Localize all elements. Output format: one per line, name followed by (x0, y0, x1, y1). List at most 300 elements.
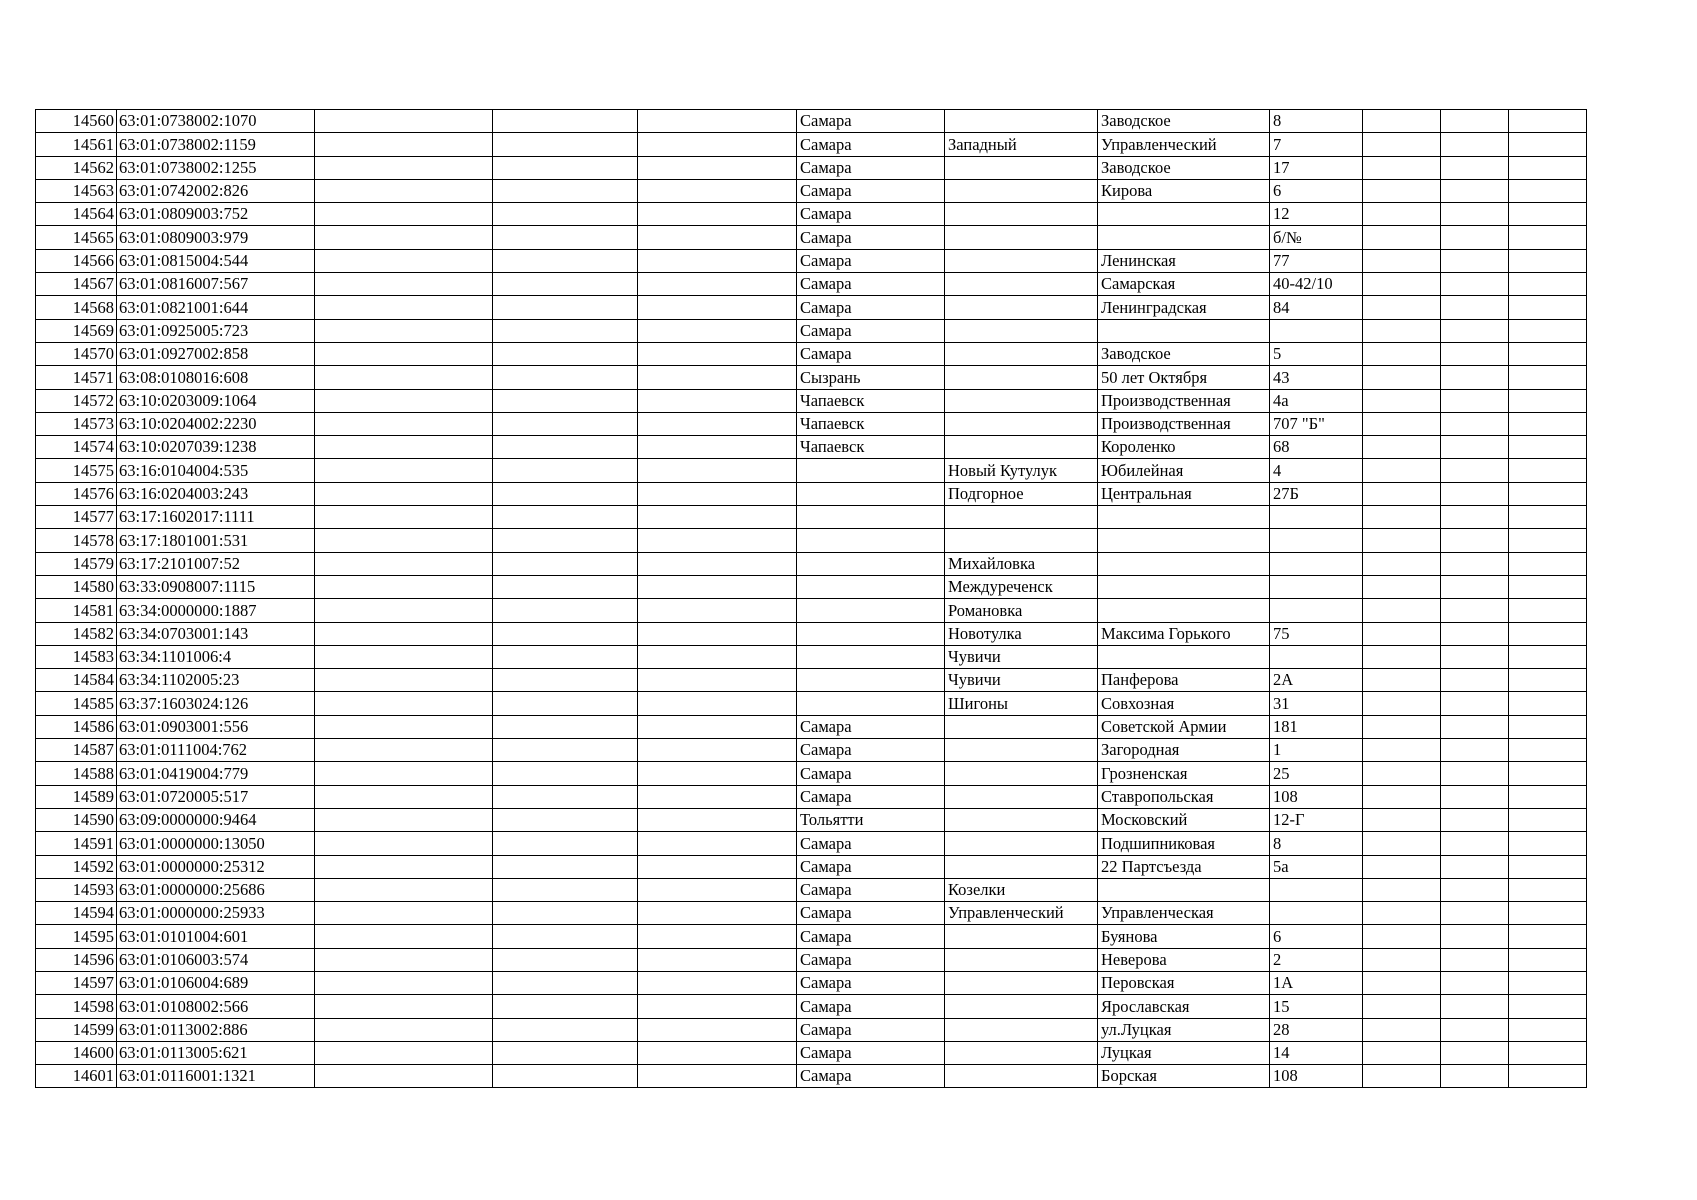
empty-cell (638, 226, 797, 249)
empty-cell (1441, 599, 1509, 622)
cadastral-number-cell: 63:01:0809003:979 (117, 226, 315, 249)
empty-cell (493, 552, 638, 575)
empty-cell (493, 855, 638, 878)
house-number-cell (1270, 599, 1363, 622)
empty-cell (315, 739, 493, 762)
empty-cell (1509, 832, 1587, 855)
empty-cell (1509, 412, 1587, 435)
empty-cell (1363, 203, 1441, 226)
empty-cell (493, 645, 638, 668)
street-cell (1098, 599, 1270, 622)
row-number-cell: 14570 (36, 342, 117, 365)
empty-cell (1363, 785, 1441, 808)
empty-cell (1441, 110, 1509, 133)
cadastral-number-cell: 63:01:0111004:762 (117, 739, 315, 762)
table-row (36, 529, 1587, 552)
empty-cell (315, 902, 493, 925)
empty-cell (1509, 436, 1587, 459)
row-number-cell: 14569 (36, 319, 117, 342)
empty-cell (1363, 1041, 1441, 1064)
table-row (36, 878, 1587, 901)
street-cell: Перовская (1098, 971, 1270, 994)
row-number-cell: 14597 (36, 971, 117, 994)
empty-cell (493, 739, 638, 762)
house-number-cell: 2А (1270, 669, 1363, 692)
empty-cell (1363, 412, 1441, 435)
empty-cell (1363, 133, 1441, 156)
empty-cell (1363, 342, 1441, 365)
empty-cell (315, 995, 493, 1018)
empty-cell (315, 692, 493, 715)
empty-cell (1509, 995, 1587, 1018)
empty-cell (638, 506, 797, 529)
empty-cell (1363, 715, 1441, 738)
empty-cell (315, 133, 493, 156)
empty-cell (1509, 1065, 1587, 1088)
city-cell: Самара (797, 156, 945, 179)
empty-cell (1441, 1065, 1509, 1088)
table-row (36, 203, 1587, 226)
empty-cell (493, 342, 638, 365)
locality-cell (945, 808, 1098, 831)
cadastral-number-cell: 63:09:0000000:9464 (117, 808, 315, 831)
table-row (36, 436, 1587, 459)
locality-cell (945, 179, 1098, 202)
street-cell: Неверова (1098, 948, 1270, 971)
empty-cell (638, 832, 797, 855)
empty-cell (1509, 179, 1587, 202)
street-cell: Кирова (1098, 179, 1270, 202)
row-number-cell: 14590 (36, 808, 117, 831)
cadastral-number-cell: 63:01:0000000:25686 (117, 878, 315, 901)
table-row (36, 249, 1587, 272)
empty-cell (1441, 366, 1509, 389)
city-cell: Самара (797, 133, 945, 156)
table-row (36, 389, 1587, 412)
locality-cell: Шигоны (945, 692, 1098, 715)
table-row (36, 855, 1587, 878)
empty-cell (1363, 855, 1441, 878)
empty-cell (1509, 249, 1587, 272)
house-number-cell: 68 (1270, 436, 1363, 459)
locality-cell: Западный (945, 133, 1098, 156)
city-cell (797, 575, 945, 598)
empty-cell (1441, 715, 1509, 738)
empty-cell (493, 715, 638, 738)
city-cell: Самара (797, 1041, 945, 1064)
cadastral-number-cell: 63:34:1101006:4 (117, 645, 315, 668)
row-number-cell: 14575 (36, 459, 117, 482)
empty-cell (1363, 599, 1441, 622)
locality-cell: Чувичи (945, 669, 1098, 692)
empty-cell (638, 575, 797, 598)
street-cell: Подшипниковая (1098, 832, 1270, 855)
cadastral-number-cell: 63:01:0108002:566 (117, 995, 315, 1018)
row-number-cell: 14595 (36, 925, 117, 948)
cadastral-number-cell: 63:16:0104004:535 (117, 459, 315, 482)
locality-cell: Управленческий (945, 902, 1098, 925)
house-number-cell: 12 (1270, 203, 1363, 226)
house-number-cell: 108 (1270, 1065, 1363, 1088)
row-number-cell: 14579 (36, 552, 117, 575)
empty-cell (493, 412, 638, 435)
empty-cell (638, 156, 797, 179)
empty-cell (315, 366, 493, 389)
house-number-cell: 5а (1270, 855, 1363, 878)
empty-cell (1509, 715, 1587, 738)
empty-cell (1363, 552, 1441, 575)
row-number-cell: 14588 (36, 762, 117, 785)
empty-cell (638, 855, 797, 878)
empty-cell (1441, 832, 1509, 855)
locality-cell (945, 855, 1098, 878)
empty-cell (493, 692, 638, 715)
empty-cell (493, 832, 638, 855)
empty-cell (1363, 273, 1441, 296)
empty-cell (493, 669, 638, 692)
empty-cell (1509, 296, 1587, 319)
empty-cell (1363, 482, 1441, 505)
empty-cell (315, 273, 493, 296)
empty-cell (1509, 739, 1587, 762)
empty-cell (1441, 249, 1509, 272)
house-number-cell: 4а (1270, 389, 1363, 412)
house-number-cell: б/№ (1270, 226, 1363, 249)
row-number-cell: 14594 (36, 902, 117, 925)
cadastral-number-cell: 63:01:0816007:567 (117, 273, 315, 296)
locality-cell (945, 203, 1098, 226)
street-cell: Юбилейная (1098, 459, 1270, 482)
empty-cell (1509, 1018, 1587, 1041)
house-number-cell (1270, 878, 1363, 901)
table-row (36, 179, 1587, 202)
cadastral-number-cell: 63:34:1102005:23 (117, 669, 315, 692)
empty-cell (1441, 552, 1509, 575)
locality-cell (945, 156, 1098, 179)
street-cell: Производственная (1098, 412, 1270, 435)
city-cell (797, 692, 945, 715)
empty-cell (1363, 436, 1441, 459)
empty-cell (1441, 459, 1509, 482)
row-number-cell: 14580 (36, 575, 117, 598)
row-number-cell: 14591 (36, 832, 117, 855)
empty-cell (493, 226, 638, 249)
empty-cell (315, 342, 493, 365)
locality-cell (945, 948, 1098, 971)
house-number-cell: 707 "Б" (1270, 412, 1363, 435)
locality-cell (945, 436, 1098, 459)
table-row (36, 412, 1587, 435)
empty-cell (1509, 389, 1587, 412)
house-number-cell: 28 (1270, 1018, 1363, 1041)
street-cell: Буянова (1098, 925, 1270, 948)
empty-cell (1363, 575, 1441, 598)
empty-cell (1509, 808, 1587, 831)
empty-cell (1509, 1041, 1587, 1064)
empty-cell (1509, 948, 1587, 971)
locality-cell (945, 529, 1098, 552)
street-cell: Советской Армии (1098, 715, 1270, 738)
row-number-cell: 14583 (36, 645, 117, 668)
house-number-cell: 40-42/10 (1270, 273, 1363, 296)
house-number-cell: 8 (1270, 110, 1363, 133)
locality-cell (945, 1041, 1098, 1064)
empty-cell (493, 436, 638, 459)
row-number-cell: 14585 (36, 692, 117, 715)
city-cell: Самара (797, 203, 945, 226)
city-cell: Самара (797, 855, 945, 878)
city-cell: Самара (797, 110, 945, 133)
empty-cell (638, 529, 797, 552)
cadastral-number-cell: 63:01:0106003:574 (117, 948, 315, 971)
empty-cell (1441, 436, 1509, 459)
street-cell: Луцкая (1098, 1041, 1270, 1064)
table-row (36, 715, 1587, 738)
house-number-cell: 181 (1270, 715, 1363, 738)
locality-cell: Романовка (945, 599, 1098, 622)
street-cell: Заводское (1098, 156, 1270, 179)
street-cell (1098, 226, 1270, 249)
empty-cell (1509, 156, 1587, 179)
cadastral-number-cell: 63:01:0738002:1159 (117, 133, 315, 156)
empty-cell (315, 226, 493, 249)
empty-cell (638, 645, 797, 668)
house-number-cell: 1 (1270, 739, 1363, 762)
cadastral-number-cell: 63:01:0000000:13050 (117, 832, 315, 855)
empty-cell (1509, 669, 1587, 692)
empty-cell (1509, 342, 1587, 365)
empty-cell (1441, 226, 1509, 249)
empty-cell (493, 785, 638, 808)
empty-cell (1363, 645, 1441, 668)
empty-cell (493, 599, 638, 622)
house-number-cell: 2 (1270, 948, 1363, 971)
empty-cell (1509, 366, 1587, 389)
empty-cell (1509, 273, 1587, 296)
empty-cell (493, 482, 638, 505)
empty-cell (493, 156, 638, 179)
table-row (36, 319, 1587, 342)
empty-cell (1441, 808, 1509, 831)
cadastral-number-cell: 63:01:0113005:621 (117, 1041, 315, 1064)
empty-cell (1363, 156, 1441, 179)
empty-cell (1441, 692, 1509, 715)
empty-cell (638, 715, 797, 738)
empty-cell (1509, 529, 1587, 552)
locality-cell: Михайловка (945, 552, 1098, 575)
table-row (36, 762, 1587, 785)
city-cell (797, 622, 945, 645)
locality-cell (945, 925, 1098, 948)
cadastral-number-cell: 63:01:0116001:1321 (117, 1065, 315, 1088)
cadastral-number-cell: 63:01:0101004:601 (117, 925, 315, 948)
house-number-cell: 84 (1270, 296, 1363, 319)
street-cell: Борская (1098, 1065, 1270, 1088)
empty-cell (1363, 179, 1441, 202)
house-number-cell: 25 (1270, 762, 1363, 785)
empty-cell (638, 203, 797, 226)
empty-cell (638, 808, 797, 831)
city-cell: Самара (797, 249, 945, 272)
locality-cell (945, 226, 1098, 249)
empty-cell (1441, 902, 1509, 925)
table-row (36, 948, 1587, 971)
city-cell (797, 552, 945, 575)
empty-cell (1509, 575, 1587, 598)
row-number-cell: 14599 (36, 1018, 117, 1041)
empty-cell (493, 925, 638, 948)
city-cell: Самара (797, 762, 945, 785)
table-row (36, 133, 1587, 156)
empty-cell (1441, 739, 1509, 762)
city-cell: Самара (797, 785, 945, 808)
empty-cell (1441, 273, 1509, 296)
house-number-cell: 17 (1270, 156, 1363, 179)
street-cell: Самарская (1098, 273, 1270, 296)
table-row (36, 575, 1587, 598)
empty-cell (638, 249, 797, 272)
table-row (36, 925, 1587, 948)
city-cell: Самара (797, 878, 945, 901)
house-number-cell: 8 (1270, 832, 1363, 855)
row-number-cell: 14568 (36, 296, 117, 319)
empty-cell (315, 1065, 493, 1088)
empty-cell (315, 156, 493, 179)
empty-cell (1441, 133, 1509, 156)
empty-cell (1363, 249, 1441, 272)
empty-cell (638, 762, 797, 785)
locality-cell (945, 319, 1098, 342)
cadastral-number-cell: 63:17:1602017:1111 (117, 506, 315, 529)
empty-cell (493, 1018, 638, 1041)
locality-cell (945, 249, 1098, 272)
empty-cell (1363, 459, 1441, 482)
house-number-cell (1270, 902, 1363, 925)
empty-cell (638, 179, 797, 202)
table-row (36, 622, 1587, 645)
row-number-cell: 14582 (36, 622, 117, 645)
empty-cell (638, 669, 797, 692)
empty-cell (315, 669, 493, 692)
street-cell (1098, 645, 1270, 668)
city-cell: Самара (797, 995, 945, 1018)
table-row (36, 110, 1587, 133)
empty-cell (315, 459, 493, 482)
table-row (36, 273, 1587, 296)
city-cell: Самара (797, 296, 945, 319)
empty-cell (1363, 226, 1441, 249)
empty-cell (638, 902, 797, 925)
locality-cell (945, 342, 1098, 365)
cadastral-number-cell: 63:01:0106004:689 (117, 971, 315, 994)
city-cell: Самара (797, 319, 945, 342)
empty-cell (1363, 1018, 1441, 1041)
row-number-cell: 14589 (36, 785, 117, 808)
empty-cell (1363, 971, 1441, 994)
locality-cell: Подгорное (945, 482, 1098, 505)
empty-cell (1441, 156, 1509, 179)
row-number-cell: 14572 (36, 389, 117, 412)
cadastral-number-cell: 63:17:1801001:531 (117, 529, 315, 552)
table-row (36, 296, 1587, 319)
table-row (36, 808, 1587, 831)
street-cell: Ярославская (1098, 995, 1270, 1018)
empty-cell (315, 249, 493, 272)
empty-cell (493, 878, 638, 901)
empty-cell (1363, 1065, 1441, 1088)
table-row (36, 226, 1587, 249)
table-row (36, 692, 1587, 715)
street-cell: Грозненская (1098, 762, 1270, 785)
row-number-cell: 14578 (36, 529, 117, 552)
empty-cell (1363, 296, 1441, 319)
empty-cell (638, 412, 797, 435)
street-cell: Заводское (1098, 110, 1270, 133)
empty-cell (638, 319, 797, 342)
empty-cell (1441, 412, 1509, 435)
empty-cell (1363, 389, 1441, 412)
locality-cell (945, 1065, 1098, 1088)
empty-cell (493, 1065, 638, 1088)
cadastral-number-cell: 63:17:2101007:52 (117, 552, 315, 575)
row-number-cell: 14574 (36, 436, 117, 459)
empty-cell (1363, 808, 1441, 831)
empty-cell (493, 203, 638, 226)
locality-cell (945, 995, 1098, 1018)
cadastral-number-cell: 63:01:0821001:644 (117, 296, 315, 319)
row-number-cell: 14567 (36, 273, 117, 296)
empty-cell (1363, 692, 1441, 715)
empty-cell (315, 203, 493, 226)
empty-cell (638, 459, 797, 482)
empty-cell (315, 436, 493, 459)
empty-cell (1509, 506, 1587, 529)
row-number-cell: 14587 (36, 739, 117, 762)
house-number-cell: 27Б (1270, 482, 1363, 505)
street-cell: Ставропольская (1098, 785, 1270, 808)
house-number-cell (1270, 575, 1363, 598)
empty-cell (493, 902, 638, 925)
empty-cell (1509, 692, 1587, 715)
house-number-cell: 108 (1270, 785, 1363, 808)
locality-cell (945, 739, 1098, 762)
empty-cell (1509, 459, 1587, 482)
cadastral-number-cell: 63:34:0000000:1887 (117, 599, 315, 622)
row-number-cell: 14596 (36, 948, 117, 971)
table-row (36, 366, 1587, 389)
table-row (36, 1041, 1587, 1064)
row-number-cell: 14571 (36, 366, 117, 389)
cadastral-number-cell: 63:37:1603024:126 (117, 692, 315, 715)
empty-cell (1509, 482, 1587, 505)
table-row (36, 971, 1587, 994)
cadastral-number-cell: 63:34:0703001:143 (117, 622, 315, 645)
empty-cell (638, 1041, 797, 1064)
row-number-cell: 14576 (36, 482, 117, 505)
empty-cell (638, 273, 797, 296)
empty-cell (315, 389, 493, 412)
locality-cell (945, 506, 1098, 529)
city-cell (797, 506, 945, 529)
empty-cell (1441, 203, 1509, 226)
empty-cell (1363, 506, 1441, 529)
empty-cell (1509, 902, 1587, 925)
table-body (36, 110, 1587, 1088)
city-cell: Чапаевск (797, 389, 945, 412)
street-cell: 22 Партсъезда (1098, 855, 1270, 878)
empty-cell (1509, 599, 1587, 622)
city-cell: Самара (797, 226, 945, 249)
